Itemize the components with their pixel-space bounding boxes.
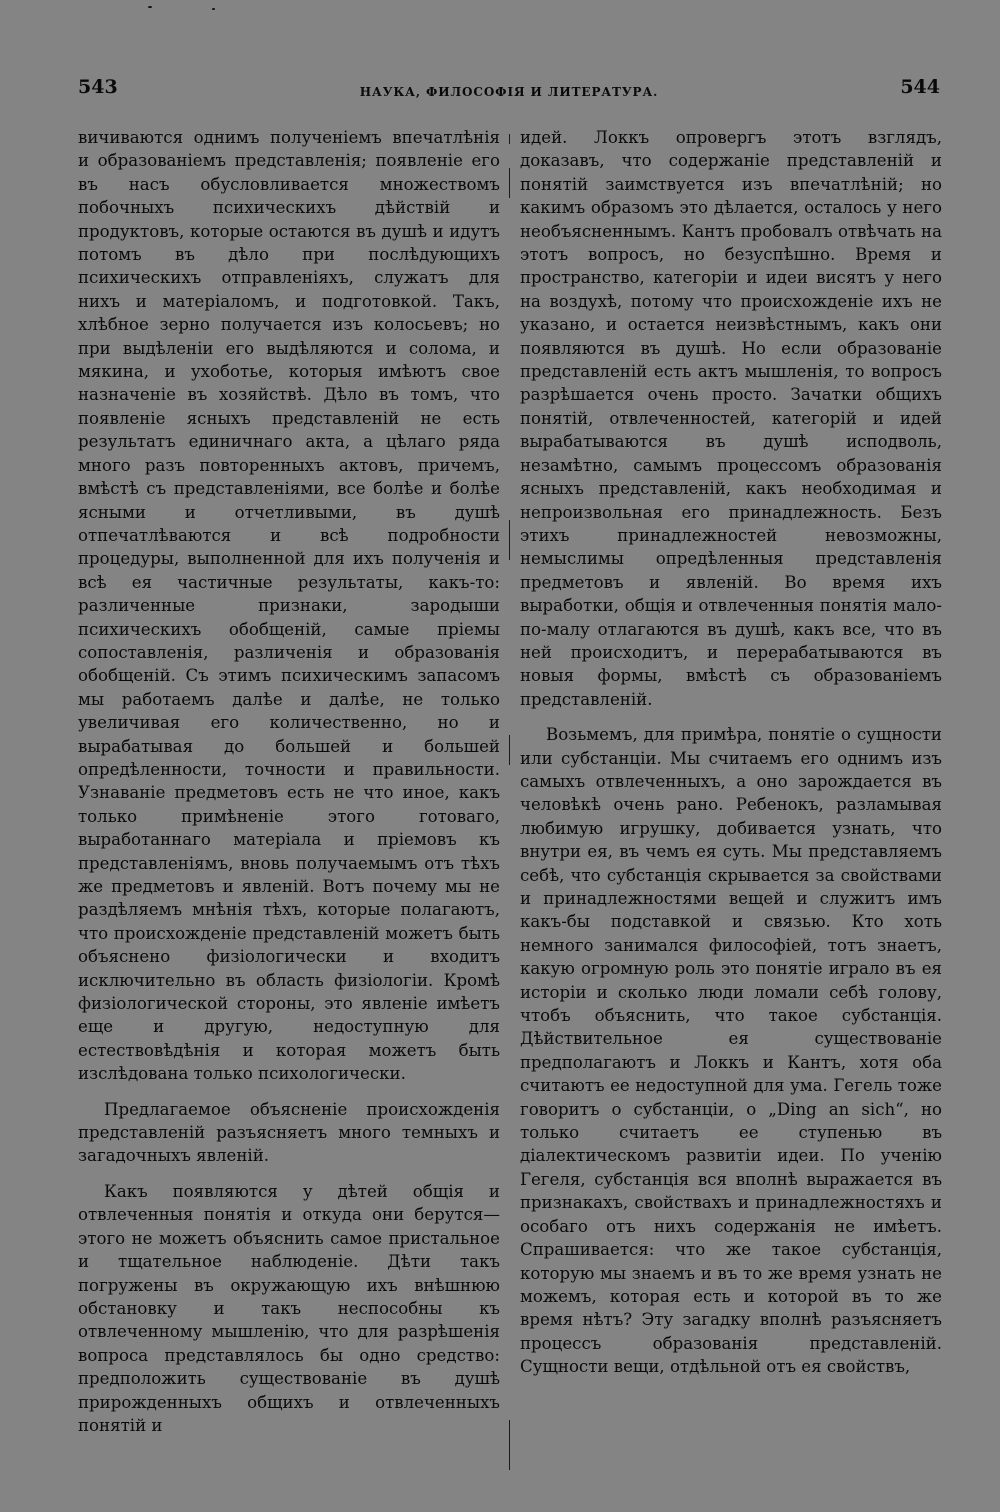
column-rule bbox=[509, 1420, 510, 1470]
running-title: НАУКА, ФИЛОСОФІЯ И ЛИТЕРАТУРА. bbox=[359, 85, 659, 99]
page-number-right: 544 bbox=[900, 76, 940, 98]
paragraph: Возьмемъ, для примѣра, понятіе о сущности или субстанціи. Мы считаемъ его однимъ изъ самыхъ отвлеченныхъ, а оно зарождается въ человѣкѣ очень рано. Ребенокъ, разламывая любимую игрушку, добивается узнать, что внутри ея, въ чемъ ея суть. Мы представляемъ себѣ, что субстанція скрывается за свойствами и принадлежностями вещей и служитъ имъ какъ-бы подставкой и связью. Кто хоть немного занимался философіей, тотъ знаетъ, какую огромную роль это понятіе играло въ ея исторіи и сколько люди ломали себѣ голову, чтобъ объяснить, что такое субстанція. Дѣйствительное ея существованіе предполагаютъ и Локкъ и Кантъ, хотя оба считаютъ ее недоступной для ума. Гегель тоже говоритъ о субстанціи, о „Ding an sich“, но только считаетъ ее ступенью въ діалектическомъ развитіи идеи. По ученію Гегеля, субстанція вся вполнѣ выражается въ признакахъ, свойствахъ и принадлежностяхъ и особаго отъ нихъ содержанія не имѣетъ. Спрашивается: что же такое субстанція, которую мы знаемъ и въ то же время узнать не можемъ, которая есть и которой въ то же время нѣтъ? Эту загадку вполнѣ разъясняетъ процессъ образованія представленій. Сущности вещи, отдѣльной отъ ея свойствъ, bbox=[520, 725, 942, 1377]
column-rule bbox=[509, 735, 510, 765]
right-column bbox=[520, 126, 942, 1391]
paragraph: вичиваются однимъ полученіемъ впечатлѣнія и образованіемъ представленія; появленіе его въ насъ обусловливается множествомъ побочныхъ психическихъ дѣйствій и продуктовъ, которые остаются въ душѣ и идутъ потомъ въ дѣло при послѣдующихъ психическихъ отправленіяхъ, служатъ для нихъ и матеріаломъ, и подготовкой. Такъ, хлѣбное зерно получается изъ колосьевъ; но при выдѣленіи его выдѣляются и солома, и мякина, и ухоботье, которыя имѣютъ свое назначеніе въ хозяйствѣ. Дѣло въ томъ, что появленіе ясныхъ представленій не есть результатъ единичнаго акта, а цѣлаго ряда много разъ повторенныхъ актовъ, причемъ, вмѣстѣ съ представленіями, все болѣе и болѣе ясными и отчетливыми, въ душѣ отпечатлѣваются и всѣ подробности процедуры, выполненной для ихъ полученія и всѣ ея частичные результаты, какъ-то: различенные признаки, зародыши психическихъ обобщеній, самые пріемы сопоставленія, различенія и образованія обобщеній. Съ этимъ психическимъ запасомъ мы работаемъ далѣе и далѣе, не только увеличивая его количественно, но и вырабатывая до большей и большей опредѣленности, точности и правильности. Узнаваніе предметовъ есть не что иное, какъ только примѣненіе этого готоваго, выработаннаго матеріала и пріемовъ къ представленіямъ, вновь получаемымъ отъ тѣхъ же предметовъ и явленій. Вотъ почему мы не раздѣляемъ мнѣнія тѣхъ, которые полагаютъ, что происхожденіе представленій можетъ быть объяснено физіологически и входитъ исключительно въ область физіологіи. Кромѣ физіологической стороны, это явленіе имѣетъ еще и другую, недоступную для естествовѣдѣнія и которая можетъ быть изслѣдована только психологически. bbox=[78, 128, 500, 1084]
left-column bbox=[78, 126, 500, 1449]
page-number-left: 543 bbox=[78, 76, 118, 98]
scan-speck bbox=[212, 8, 215, 10]
page-header bbox=[78, 76, 940, 102]
paragraph: Какъ появляются у дѣтей общія и отвлеченныя понятія и откуда они берутся—этого не можетъ объяснить самое пристальное и тщательное наблюденіе. Дѣти такъ погружены въ окружающую ихъ внѣшнюю обстановку и такъ неспособны къ отвлеченному мышленію, что для разрѣшенія вопроса представлялось бы одно средство: предположить существованіе въ душѣ прирожденныхъ общихъ и отвлеченныхъ понятій и bbox=[78, 1181, 500, 1435]
paragraph: Предлагаемое объясненіе происхожденія представленій разъясняетъ много темныхъ и загадочныхъ явленій. bbox=[78, 1099, 500, 1166]
scan-speck bbox=[148, 6, 152, 8]
paragraph: идей. Локкъ опровергъ этотъ взглядъ, доказавъ, что содержаніе представленій и понятій заимствуется изъ впечатлѣній; но какимъ образомъ это дѣлается, осталось у него необъясненнымъ. Кантъ пробовалъ отвѣчать на этотъ вопросъ, но безуспѣшно. Время и пространство, категоріи и идеи висятъ у него на воздухѣ, потому что происхожденіе ихъ не указано, и остается неизвѣстнымъ, какъ они появляются въ душѣ. Но если образованіе представленій есть актъ мышленія, то вопросъ разрѣшается очень просто. Зачатки общихъ понятій, отвлеченностей, категорій и идей вырабатываются въ душѣ исподволь, незамѣтно, самымъ процессомъ образованія ясныхъ представленій, какъ необходимая и непроизвольная его принадлежность. Безъ этихъ принадлежностей невозможны, немыслимы опредѣленныя представленія предметовъ и явленій. Во время ихъ выработки, общія и отвлеченныя понятія мало-по-малу отлагаются въ душѣ, какъ все, что въ ней происходитъ, и перерабатываются въ новыя формы, вмѣстѣ съ образованіемъ представленій. bbox=[520, 128, 942, 709]
column-rule bbox=[509, 520, 510, 560]
column-rule bbox=[509, 168, 510, 198]
column-rule bbox=[509, 134, 510, 144]
